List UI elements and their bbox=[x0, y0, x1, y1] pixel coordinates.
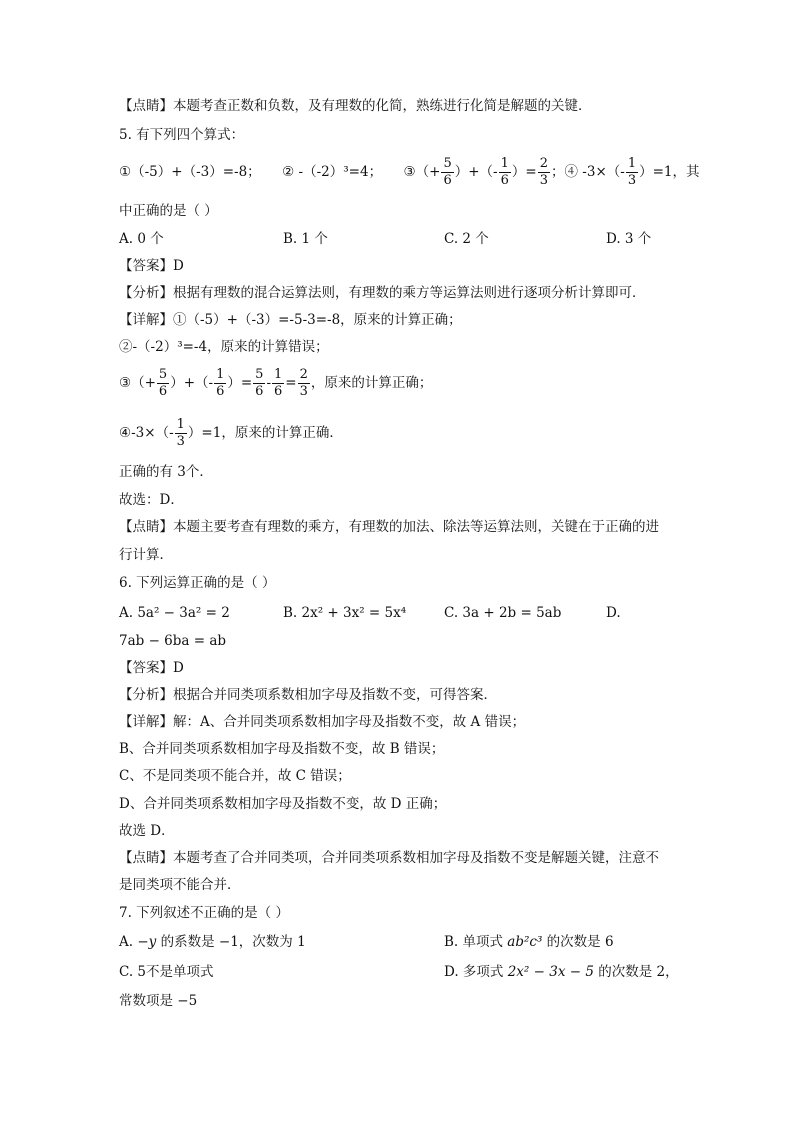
fraction: $\frac{1}{3}$ bbox=[627, 156, 637, 188]
q5-count: 正确的有 3个． bbox=[119, 464, 213, 480]
q7-option-a: A. −y 的系数是 −1，次数为 1 bbox=[119, 934, 306, 950]
q6-note-1: 【点睛】本题考查了合并同类项，合并同类项系数相加字母及指数不变是解题关键，注意不 bbox=[119, 850, 659, 866]
fraction: $\frac{2}{3}$ bbox=[299, 367, 308, 399]
q6-detail-3: C、不是同类项不能合并，故 C 错误； bbox=[119, 768, 351, 784]
q5-option-b: B. 1 个 bbox=[283, 231, 328, 247]
question-5-tail: 中正确的是（ ） bbox=[119, 203, 218, 219]
question-5-expressions: ①（-5）+（-3）=-8； ② -（-2）³=4； ③（+ $\frac{5}{6}$ ）+（- $\frac{1}{6}$ ）= $\frac{2}{3}$ ；④ -3×（- $\frac{1}{3}$ ）=1，其 bbox=[119, 156, 700, 188]
q6-detail-1: 【详解】解：A、合并同类项系数相加字母及指数不变，故 A 错误； bbox=[119, 714, 526, 730]
fraction: $\frac{5}{6}$ bbox=[255, 367, 264, 399]
q6-choose: 故选 D． bbox=[119, 823, 175, 839]
q5-detail-3: ③（+ $\frac{5}{6}$ ）+（- $\frac{1}{6}$ ）= $\frac{5}{6}$ - $\frac{1}{6}$ = $\frac{2}{3}$ ，原来的计算正确； bbox=[119, 367, 433, 399]
q6-option-c: C. 3a + 2b = 5ab bbox=[444, 605, 562, 621]
q5-detail-4: ④-3×（- $\frac{1}{3}$ ）=1，原来的计算正确． bbox=[119, 417, 343, 449]
q5-analysis: 【分析】根据有理数的混合运算法则，有理数的乘方等运算法则进行逐项分析计算即可． bbox=[119, 285, 646, 301]
q6-detail-2: B、合并同类项系数相加字母及指数不变，故 B 错误； bbox=[119, 741, 445, 757]
question-6-title: 6. 下列运算正确的是（ ） bbox=[119, 575, 276, 591]
q6-analysis: 【分析】根据合并同类项系数相加字母及指数不变，可得答案． bbox=[119, 687, 497, 703]
fraction: $\frac{2}{3}$ bbox=[539, 156, 548, 188]
q6-option-d: D. bbox=[606, 605, 621, 621]
q6-detail-4: D、合并同类项系数相加字母及指数不变，故 D 正确； bbox=[119, 796, 447, 812]
q5-detail-1: 【详解】①（-5）+（-3）=-5-3=-8，原来的计算正确； bbox=[119, 312, 462, 328]
q5-note-2: 行计算． bbox=[119, 547, 173, 563]
fraction: $\frac{1}{6}$ bbox=[274, 367, 283, 399]
q7-option-d: D. 多项式 2x² − 3x − 5 的次数是 2， bbox=[444, 964, 679, 980]
q6-option-d-expr: 7ab − 6ba = ab bbox=[119, 633, 227, 649]
fraction: $\frac{5}{6}$ bbox=[443, 156, 452, 188]
q6-note-2: 是同类项不能合并． bbox=[119, 877, 241, 893]
q6-option-b: B. 2x² + 3x² = 5x⁴ bbox=[283, 605, 407, 621]
note-line: 【点睛】本题考查正数和负数，及有理数的化简，熟练进行化简是解题的关键． bbox=[119, 98, 592, 114]
q5-note-1: 【点睛】本题主要考查有理数的乘方，有理数的加法、除法等运算法则，关键在于正确的进 bbox=[119, 519, 659, 535]
q6-option-a: A. 5a² − 3a² = 2 bbox=[119, 605, 230, 621]
question-7-title: 7. 下列叙述不正确的是（ ） bbox=[119, 905, 289, 921]
question-5-title: 5. 有下列四个算式： bbox=[119, 127, 245, 143]
q6-answer: 【答案】D bbox=[119, 660, 184, 676]
q5-answer: 【答案】D bbox=[119, 258, 184, 274]
q5-detail-2: ②-（-2）³=-4，原来的计算错误； bbox=[119, 339, 329, 355]
fraction: $\frac{1}{6}$ bbox=[216, 367, 225, 399]
q5-option-d: D. 3 个 bbox=[606, 231, 652, 247]
q7-option-b: B. 单项式 ab²c³ 的次数是 6 bbox=[444, 934, 614, 950]
q7-option-c: C. 5不是单项式 bbox=[119, 964, 214, 980]
q5-option-a: A. 0 个 bbox=[119, 231, 164, 247]
fraction: $\frac{1}{3}$ bbox=[176, 417, 185, 449]
q5-choose: 故选：D． bbox=[119, 492, 184, 508]
q7-option-d-tail: 常数项是 −5 bbox=[119, 993, 198, 1009]
q5-option-c: C. 2 个 bbox=[444, 231, 489, 247]
fraction: $\frac{5}{6}$ bbox=[158, 367, 168, 399]
fraction: $\frac{1}{6}$ bbox=[500, 156, 509, 188]
